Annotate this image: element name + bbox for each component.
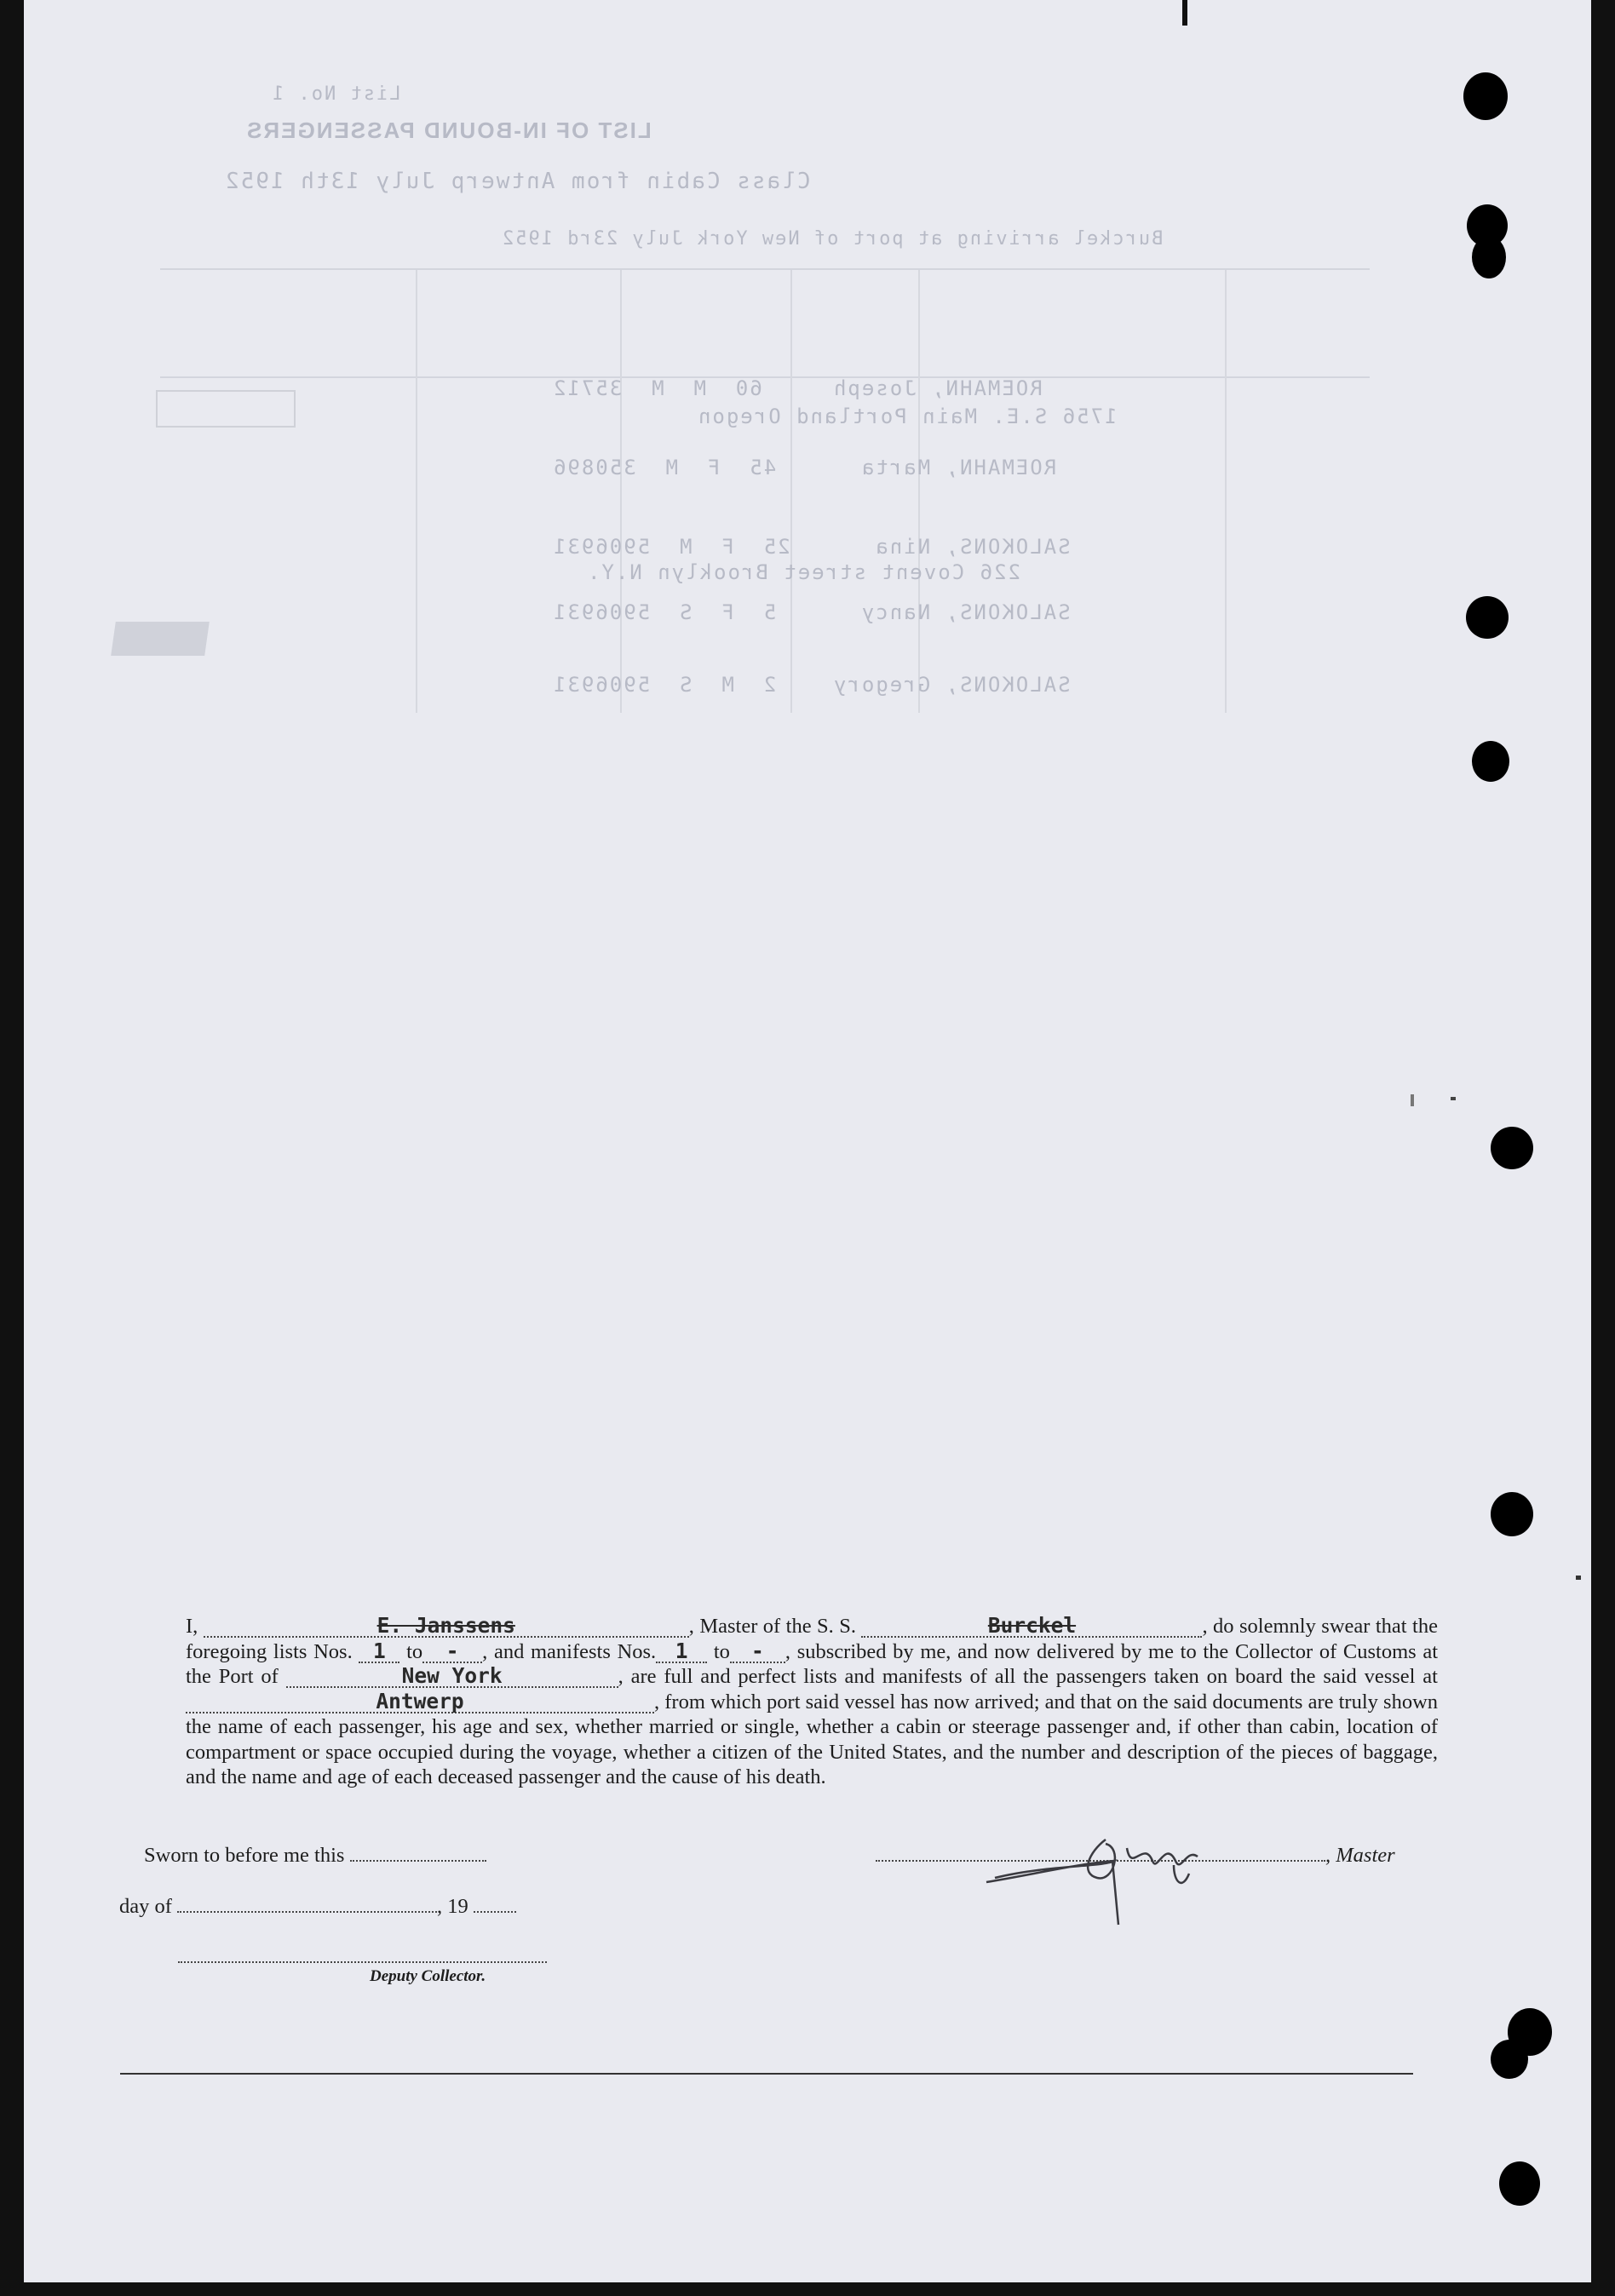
from-which-label: , from which: [654, 1690, 762, 1713]
bleed-class-line: Class Cabin from Antwerp July 13th 1952: [224, 169, 811, 194]
bleed-stamp-box: [156, 390, 296, 428]
bleed-entry: 1756 S.E. Main Portland Oregon: [697, 405, 1118, 428]
bleed-table-grid: [160, 268, 1370, 713]
punch-hole: [1472, 236, 1506, 278]
day-of-label: day of: [119, 1895, 172, 1918]
sworn-date-field: [350, 1843, 486, 1862]
delivered-label: delivered by me to the Collector of Customs at the Port of: [186, 1639, 1439, 1688]
list-to-field: -: [422, 1641, 482, 1663]
to-label-2: to: [713, 1639, 730, 1663]
master-declaration: [186, 1614, 1438, 1790]
punch-hole: [1472, 741, 1509, 782]
bleed-entry: ROEMAHN, Joseph 60 M M 35712: [552, 376, 1043, 400]
edge-mark: [1411, 1094, 1414, 1106]
document-page: [24, 0, 1591, 2282]
punch-hole: [1463, 72, 1508, 120]
manifests-of-label: manifests of all the passengers taken on board the said vessel at: [882, 1665, 1438, 1688]
edge-mark: [1451, 1097, 1456, 1100]
i-label: I,: [186, 1615, 198, 1638]
punch-hole: [1466, 596, 1509, 639]
list-from-field: 1: [359, 1641, 399, 1663]
master-label: , Master: [1325, 1844, 1395, 1867]
sworn-row: [144, 1843, 486, 1868]
sworn-label: Sworn to before me this: [144, 1844, 345, 1867]
bleed-heading: LIST OF IN-BOUND PASSENGERS: [245, 118, 652, 143]
port-field: New York: [286, 1666, 618, 1688]
manifest-to-field: -: [730, 1641, 785, 1663]
bleed-entry: SALOKONS, Nancy 5 F S 5906931: [552, 600, 1071, 624]
bleed-entry: SALOKONS, Gregory 2 M S 5906931: [552, 673, 1071, 697]
punch-hole: [1491, 2040, 1528, 2079]
master-signature: [978, 1814, 1225, 1933]
bleed-entry: ROEMAHN, Marta 45 F M 350896: [552, 456, 1057, 479]
punch-hole: [1491, 1127, 1533, 1169]
edge-mark: [1576, 1576, 1581, 1580]
full-lists-label: , are full and perfect lists and: [618, 1665, 875, 1688]
to-label: to: [406, 1639, 423, 1663]
manifests-label: , and manifests Nos.: [482, 1639, 657, 1663]
ship-name-field: Burckel: [861, 1616, 1202, 1638]
master-name-field: E. Janssens: [204, 1616, 689, 1638]
bleed-entry: SALOKONS, Nina 25 F M 5906931: [552, 535, 1071, 559]
punch-hole: [1499, 2161, 1540, 2206]
declaration-body: port said vessel has now arrived; and that on the said documents are truly shown the name of each passenger, his age and sex, whether married or single, whether a cabin or steerage passenger and, if other than cabin, location of compartment or space occupied during the voyage, whether a citizen of the United States, and the number and description of the pieces of baggage, and the name and age of each deceased passenger and the cause of his death.: [186, 1690, 1439, 1788]
master-of-label: , Master of the S. S.: [688, 1615, 857, 1638]
solemnly-label: , do solemnly: [1202, 1615, 1316, 1638]
bleed-vessel-line: Burckel arriving at port of New York July 23rd 1952: [501, 228, 1164, 250]
bleed-stamp-mark: [111, 622, 210, 656]
departure-port-field: Antwerp: [186, 1691, 654, 1713]
deputy-signature-line: [178, 1961, 547, 1963]
day-of-field: [177, 1894, 437, 1913]
year-label: , 19: [437, 1895, 468, 1918]
swear-label: swear that the foregoing lists Nos.: [186, 1615, 1438, 1663]
day-of-row: [119, 1894, 516, 1919]
subscribed-label: , subscribed by me, and now: [785, 1639, 1031, 1663]
bottom-rule: [120, 2073, 1413, 2075]
bleed-entry: 226 Covent street Brooklyn N.Y.: [586, 560, 1020, 584]
manifest-from-field: 1: [656, 1641, 707, 1663]
punch-hole: [1491, 1492, 1533, 1536]
year-field: [474, 1894, 516, 1913]
bleed-list-no: List No. 1: [271, 83, 401, 105]
top-notch: [1182, 0, 1187, 26]
deputy-label: Deputy Collector.: [370, 1967, 486, 1985]
